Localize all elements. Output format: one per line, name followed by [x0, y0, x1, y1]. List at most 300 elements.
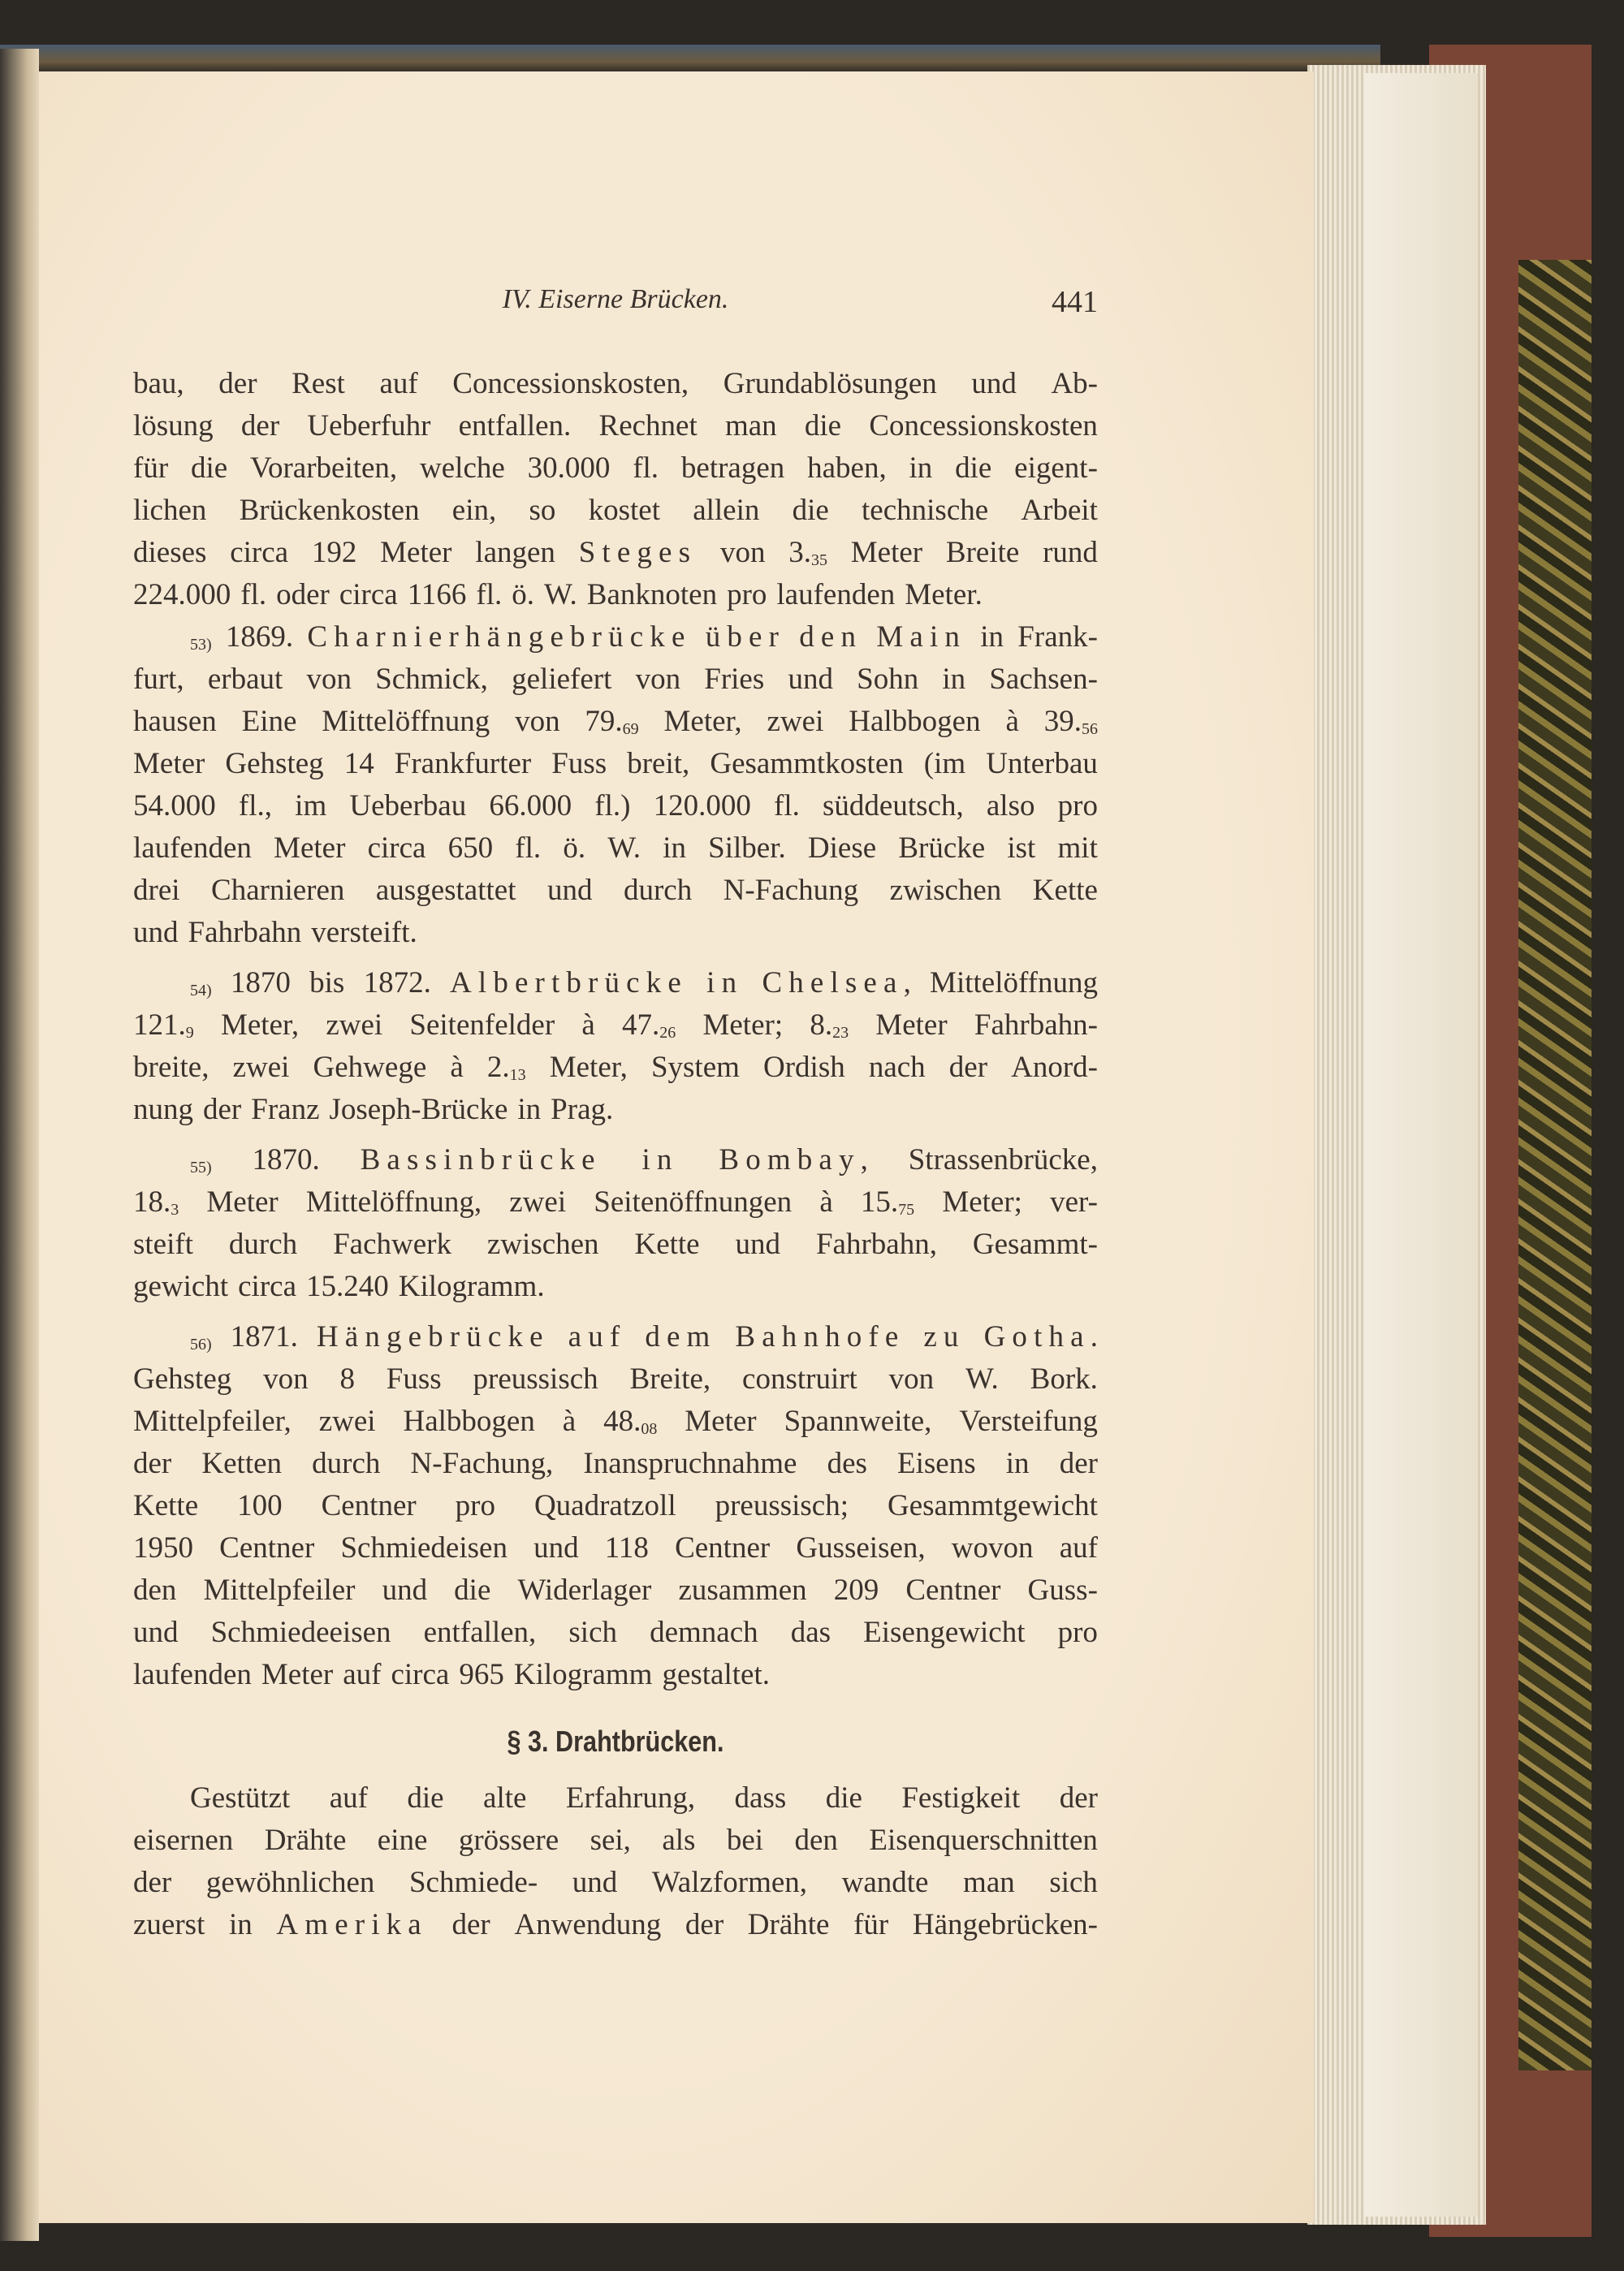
word	[594, 785, 630, 827]
text-run: der	[218, 367, 257, 400]
word	[827, 1443, 867, 1485]
text-run: Mittelpfeiler,	[133, 1405, 292, 1438]
spaced-emphasis: Bahnhofe	[735, 1320, 905, 1354]
subscript-number: 3	[171, 1201, 179, 1219]
text-line	[133, 743, 1098, 785]
word	[869, 1047, 926, 1089]
text-run: Meter	[380, 536, 452, 569]
word	[706, 962, 743, 1004]
word	[344, 743, 374, 785]
word	[514, 1904, 661, 1946]
word	[133, 1904, 205, 1946]
word	[395, 743, 532, 785]
spaced-emphasis: Chelsea	[762, 966, 904, 999]
word	[204, 1569, 356, 1612]
word	[133, 574, 231, 616]
text-run: 8	[339, 1362, 355, 1396]
text-run: Centner	[905, 1574, 1001, 1607]
text-run: der	[948, 1051, 988, 1084]
word	[810, 1004, 849, 1047]
word	[1017, 616, 1098, 658]
text-run: (im	[923, 747, 966, 780]
text-run: ist	[1007, 831, 1036, 865]
text-run: 121.	[133, 1008, 186, 1042]
text-run: Franz	[251, 1093, 320, 1126]
text-line	[133, 1654, 1098, 1696]
running-title: IV. Eiserne Brücken.	[502, 284, 729, 314]
text-run: 1872.	[363, 966, 431, 999]
book-top-edge	[0, 45, 1380, 73]
word	[533, 1527, 579, 1569]
word	[1005, 701, 1018, 743]
word	[407, 1777, 443, 1820]
text-run: 650	[447, 831, 494, 865]
text-line	[133, 1777, 1098, 1820]
word	[190, 1139, 212, 1181]
word	[898, 827, 985, 870]
text-run: Fries	[704, 663, 765, 696]
word	[265, 1820, 347, 1862]
text-run: Sachsen-	[989, 663, 1098, 696]
word	[274, 827, 345, 870]
word	[633, 447, 659, 490]
text-run: welche	[420, 451, 505, 485]
word	[963, 1862, 1015, 1904]
text-run: Gesammt-	[972, 1228, 1098, 1261]
text-run: Meter,	[549, 1051, 628, 1084]
word	[702, 1004, 783, 1047]
text-run: Mittelöffnung	[322, 705, 490, 738]
word	[218, 363, 257, 405]
text-run: breit,	[627, 747, 690, 780]
text-run: grössere	[458, 1824, 559, 1857]
word	[805, 405, 841, 447]
word	[763, 1047, 845, 1089]
word	[133, 1485, 198, 1527]
word	[581, 1004, 594, 1047]
word	[725, 405, 777, 447]
word	[723, 870, 858, 912]
text-run: Grundablösungen	[723, 367, 937, 400]
word	[1050, 1181, 1098, 1224]
text-run: und	[546, 874, 593, 907]
word	[603, 1401, 657, 1443]
text-run: mit	[1057, 831, 1098, 865]
text-run: die	[792, 494, 829, 527]
word	[276, 1904, 427, 1946]
word	[219, 1527, 314, 1569]
left-page-edge	[0, 49, 39, 2241]
text-run: ,	[903, 966, 911, 999]
text-run: von	[888, 1362, 935, 1396]
word	[762, 962, 910, 1004]
text-run: Schmiedeeisen	[210, 1616, 391, 1649]
text-run: pro	[1057, 1616, 1098, 1649]
word	[1007, 827, 1035, 870]
spaced-emphasis: in	[641, 1143, 679, 1177]
word	[454, 1569, 490, 1612]
text-run: circa	[391, 1658, 450, 1691]
word	[409, 1862, 538, 1904]
text-run: 2.	[486, 1051, 510, 1084]
word	[322, 701, 490, 743]
text-run: wandte	[841, 1866, 929, 1899]
text-run: die	[825, 1781, 862, 1815]
word	[924, 743, 965, 785]
text-run: von	[263, 1362, 309, 1396]
text-run: Halbbogen	[403, 1405, 535, 1438]
text-run: Meter	[274, 831, 346, 865]
text-run: zwei	[509, 1185, 567, 1219]
text-run: betragen	[680, 451, 785, 485]
text-run: zwei	[318, 1405, 376, 1438]
spaced-emphasis: den	[799, 620, 863, 654]
text-run: System	[650, 1051, 740, 1084]
text-run: fl.,	[238, 789, 273, 822]
word	[452, 363, 689, 405]
text-run: 15.	[860, 1185, 899, 1219]
text-run: pro	[727, 578, 767, 611]
word	[1058, 1612, 1098, 1654]
word	[799, 616, 862, 658]
word	[459, 1820, 559, 1862]
text-line	[133, 532, 1098, 574]
word	[905, 1569, 1000, 1612]
word	[229, 1904, 253, 1946]
word	[424, 1612, 537, 1654]
word	[292, 363, 345, 405]
word	[230, 532, 288, 574]
text-run: Eisens	[897, 1447, 976, 1480]
text-run: und	[572, 1866, 618, 1899]
word	[237, 1485, 283, 1527]
word	[568, 1316, 627, 1358]
word	[1030, 1358, 1098, 1401]
text-run: der	[1059, 1447, 1098, 1480]
word	[965, 1358, 999, 1401]
subscript-number: 08	[641, 1420, 658, 1438]
text-run: die	[955, 451, 992, 485]
text-run: Versteifung	[959, 1405, 1098, 1438]
text-run: oder	[276, 578, 330, 611]
text-run: Meter	[261, 1658, 334, 1691]
text-run: des	[827, 1447, 867, 1480]
word	[857, 658, 918, 701]
text-run: Schmiede-	[408, 1866, 538, 1899]
text-run: Strassenbrücke,	[908, 1143, 1098, 1177]
text-run: ausgestattet	[375, 874, 516, 907]
spaced-emphasis: dem	[645, 1320, 717, 1354]
text-run: ö.	[512, 578, 534, 611]
word	[483, 1777, 526, 1820]
text-run: circa	[367, 831, 426, 865]
page-number: 441	[1052, 285, 1098, 319]
word	[450, 962, 688, 1004]
word	[1006, 1443, 1030, 1485]
word	[566, 1777, 695, 1820]
text-run: bei	[726, 1824, 764, 1857]
text-line	[133, 827, 1098, 870]
word	[1060, 1777, 1098, 1820]
word	[133, 1047, 209, 1089]
word	[190, 616, 212, 658]
text-run: in	[1005, 1447, 1030, 1480]
word	[242, 701, 297, 743]
word	[715, 1485, 849, 1527]
word	[544, 574, 577, 616]
word	[708, 827, 786, 870]
word	[517, 1089, 541, 1131]
text-run: eigent-	[1014, 451, 1098, 485]
text-run: drei	[133, 874, 180, 907]
word	[1058, 785, 1098, 827]
word	[452, 1904, 490, 1946]
text-run: eine	[377, 1824, 428, 1857]
text-run: fl.	[633, 451, 659, 485]
text-run: zwischen	[889, 874, 1002, 907]
text-run: 48.	[603, 1405, 641, 1438]
text-run: nung	[133, 1093, 193, 1126]
text-line	[133, 870, 1098, 912]
word	[594, 1181, 792, 1224]
page-stack-inner	[1364, 73, 1478, 2217]
text-run: Meter.	[905, 578, 983, 611]
word	[547, 870, 593, 912]
text-run: Seitenöffnungen	[594, 1185, 793, 1219]
word	[955, 447, 991, 490]
word	[842, 1862, 929, 1904]
text-run: Inanspruchnahme	[583, 1447, 797, 1480]
text-run: zwei	[767, 705, 824, 738]
spaced-emphasis: Main	[876, 620, 967, 654]
text-run: pro	[455, 1489, 495, 1522]
word	[211, 870, 344, 912]
text-run: Fahrbahn-	[974, 1008, 1098, 1042]
word	[330, 1089, 508, 1131]
text-run: zuerst	[133, 1908, 205, 1941]
text-run: auf	[329, 1781, 368, 1815]
word	[767, 701, 824, 743]
subscript-number: 26	[659, 1024, 676, 1042]
word	[568, 1612, 617, 1654]
word	[295, 785, 326, 827]
text-run: Rechnet	[598, 409, 698, 443]
word	[515, 701, 560, 743]
text-run: à	[819, 1185, 833, 1219]
text-run: versteift.	[311, 916, 417, 949]
text-run: fl.	[515, 831, 542, 865]
word	[622, 1004, 676, 1047]
word	[946, 532, 1019, 574]
word	[793, 490, 829, 532]
text-run: entfallen.	[458, 409, 572, 443]
text-run: Arbeit	[1021, 494, 1098, 527]
text-run: Meter	[206, 1185, 279, 1219]
word	[654, 785, 751, 827]
text-run: also	[986, 789, 1035, 822]
text-run: 30.000	[527, 451, 611, 485]
word	[1049, 1862, 1098, 1904]
word	[579, 532, 697, 574]
text-run: durch	[228, 1228, 298, 1261]
spaced-emphasis: zu	[923, 1320, 965, 1354]
text-run: lichen	[133, 494, 207, 527]
subscript-number: 54)	[190, 982, 212, 999]
text-run: 18.	[133, 1185, 171, 1219]
spaced-emphasis: Albertbrücke	[450, 966, 688, 999]
word	[788, 658, 833, 701]
text-run: Vorarbeiten,	[250, 451, 398, 485]
text-run: fl.	[240, 578, 267, 611]
word	[869, 405, 1098, 447]
text-run: 1869.	[225, 620, 294, 654]
text-run: zwei	[326, 1008, 383, 1042]
text-line	[133, 1316, 1098, 1358]
word	[133, 1527, 193, 1569]
word	[133, 1443, 171, 1485]
word	[512, 658, 611, 701]
text-line	[133, 1358, 1098, 1401]
text-run: in	[663, 831, 686, 865]
word	[651, 1047, 740, 1089]
text-line	[133, 1612, 1098, 1654]
word	[509, 1181, 566, 1224]
text-run: auf	[1059, 1531, 1098, 1565]
text-run: im	[295, 789, 327, 822]
text-run: construirt	[742, 1362, 857, 1396]
text-run: ver-	[1050, 1185, 1098, 1219]
text-run: die	[804, 409, 842, 443]
text-run: fl.)	[594, 789, 631, 822]
word	[952, 1527, 1034, 1569]
text-run: das	[790, 1616, 831, 1649]
text-run: Ueberfuhr	[307, 409, 431, 443]
word	[133, 1266, 228, 1308]
text-line	[133, 1443, 1098, 1485]
word	[133, 1569, 176, 1612]
word	[807, 447, 887, 490]
word	[875, 1004, 947, 1047]
text-run: 79.	[585, 705, 623, 738]
subscript-number: 53)	[190, 636, 212, 654]
text-run: und	[735, 1228, 781, 1261]
spaced-emphasis: Steges	[578, 536, 698, 569]
text-run: Kette	[133, 1489, 199, 1522]
word	[901, 1777, 1020, 1820]
text-run: Anord-	[1011, 1051, 1098, 1084]
word	[1060, 1527, 1098, 1569]
word	[735, 1777, 787, 1820]
word	[819, 1181, 832, 1224]
text-run: Anwendung	[514, 1908, 662, 1941]
word	[1014, 447, 1098, 490]
text-line	[133, 1820, 1098, 1862]
word	[863, 1612, 1025, 1654]
text-run: auf	[343, 1658, 382, 1691]
word	[340, 1527, 508, 1569]
word	[251, 1089, 319, 1131]
word	[190, 962, 212, 1004]
text-run: lösung	[133, 409, 214, 443]
text-run: W.	[543, 578, 577, 611]
word	[663, 827, 686, 870]
text-run: in	[909, 451, 933, 485]
text-run: Meter	[875, 1008, 948, 1042]
word	[720, 532, 766, 574]
text-run: und	[971, 367, 1017, 400]
text-run: Gusseisen,	[796, 1531, 926, 1565]
spaced-emphasis: Hängebrücke	[316, 1320, 550, 1354]
text-run: Fachwerk	[333, 1228, 451, 1261]
text-run: sei,	[590, 1824, 631, 1857]
text-run: von	[306, 663, 352, 696]
word	[233, 1047, 290, 1089]
word	[589, 490, 660, 532]
text-run: Erfahrung,	[565, 1781, 696, 1815]
word	[808, 827, 876, 870]
text-run: breite,	[133, 1051, 209, 1084]
text-run: Eisenquerschnitten	[869, 1824, 1098, 1857]
word	[319, 1401, 376, 1443]
text-line	[133, 1047, 1098, 1089]
word	[909, 447, 933, 490]
text-run: .	[1090, 1320, 1098, 1354]
word	[190, 1316, 212, 1358]
text-run: Sohn	[857, 663, 919, 696]
word	[971, 363, 1017, 405]
word	[190, 1777, 290, 1820]
word	[984, 1316, 1098, 1358]
word	[349, 785, 466, 827]
word	[664, 701, 742, 743]
text-run: furt,	[133, 663, 184, 696]
word	[361, 1139, 602, 1181]
text-run: Fahrbahn	[188, 916, 302, 949]
text-run: Gehwege	[313, 1051, 427, 1084]
word	[312, 532, 357, 574]
word	[563, 827, 585, 870]
word	[627, 743, 689, 785]
text-run: 118	[604, 1531, 649, 1565]
text-run: Drähte	[264, 1824, 347, 1857]
text-run: gewicht	[133, 1270, 229, 1303]
text-run: Frankfurter	[394, 747, 532, 780]
text-run: W.	[607, 831, 641, 865]
text-run: die	[454, 1574, 491, 1607]
text-line	[133, 658, 1098, 701]
word	[585, 701, 638, 743]
word	[685, 1904, 723, 1946]
text-run: der	[240, 409, 280, 443]
word	[231, 962, 291, 1004]
word	[391, 1654, 449, 1696]
text-run: dieses	[133, 536, 207, 569]
word	[605, 1527, 649, 1569]
text-run: eisernen	[133, 1824, 234, 1857]
text-run: auf	[379, 367, 418, 400]
word	[1044, 701, 1098, 743]
text-run: Gesammtkosten	[710, 747, 904, 780]
word	[133, 1224, 193, 1266]
word	[475, 532, 555, 574]
word	[551, 743, 607, 785]
word	[853, 1904, 888, 1946]
word	[380, 532, 451, 574]
word	[551, 1089, 613, 1131]
text-run: 100	[237, 1489, 283, 1522]
word	[986, 743, 1098, 785]
word	[133, 743, 205, 785]
